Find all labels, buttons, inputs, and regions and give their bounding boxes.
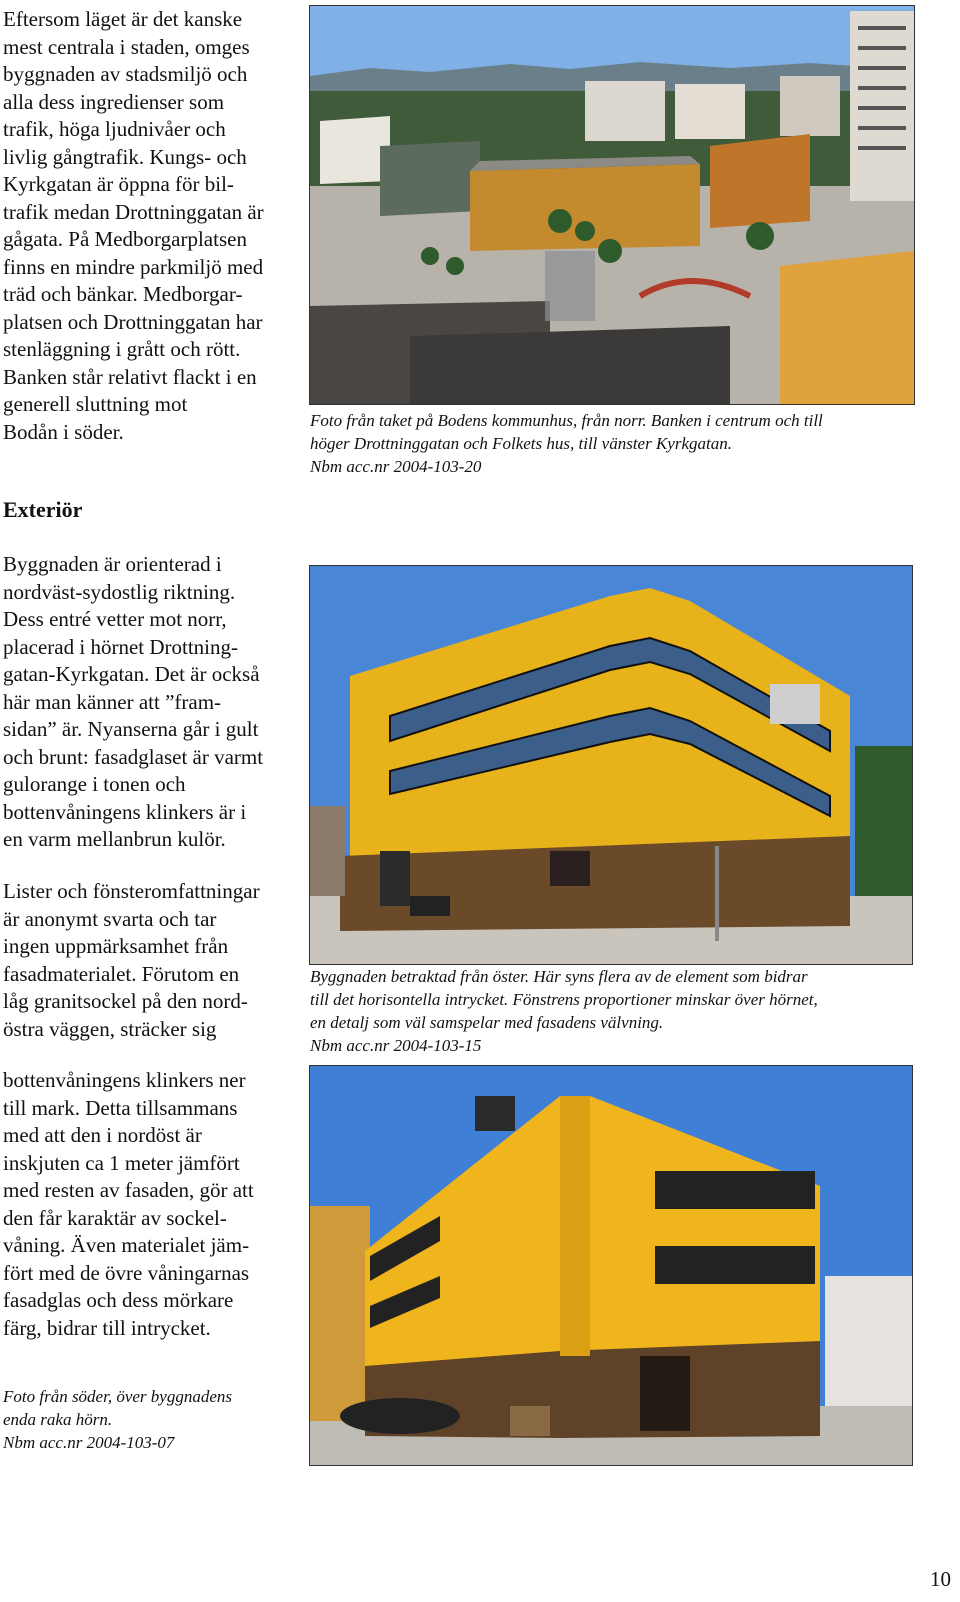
caption-photo-aerial: Foto från taket på Bodens kommunhus, från norr. Banken i centrum och till höger Drottninggatan och Folkets hus, till vänster Kyrkgatan. Nbm acc.nr 2004-103-20 [310, 411, 823, 476]
lists-paragraph-part2: bottenvåningens klinkers ner till mark. Detta tillsammans med att den i nordöst är inskjuten ca 1 meter jämfört med resten av fasaden, gör att den får karaktär av sockel- våning. Även materialet jäm- fört med de övre våningarnas fasadglas och dess mörkare färg, bidrar till intrycket. [3, 1068, 254, 1340]
caption-photo-east: Byggnaden betraktad från öster. Här syns flera av de element som bidrar till det horisontella intrycket. Fönstrens proportioner minskar över hörnet, en detalj som väl samspelar med fasadens välvning. Nbm acc.nr 2004-103-15 [310, 967, 818, 1055]
intro-paragraph: Eftersom läget är det kanske mest centrala i staden, omges byggnaden av stadsmiljö och alla dess ingredienser som trafik, höga ljudnivåer och livlig gångtrafik. Kungs- och Kyrkgatan är öppna för bil- trafik medan Drottninggatan är gågata. På Medborgarplatsen finns en mindre parkmiljö med träd och bänkar. Medborgar- platsen och Drottninggatan har stenläggning i grått och rött. Banken står relativt flackt i en generell sluttning mot Bodån i söder. [3, 7, 264, 444]
page-number: 10 [930, 1567, 951, 1591]
photo-building-east [309, 565, 913, 965]
section-heading-exterior: Exteriör [3, 497, 83, 522]
photo-building-south [309, 1065, 913, 1466]
photo-aerial-town [309, 5, 915, 405]
caption-photo-south: Foto från söder, över byggnadens enda raka hörn. Nbm acc.nr 2004-103-07 [3, 1387, 233, 1452]
orientation-paragraph: Byggnaden är orienterad i nordväst-sydostlig riktning. Dess entré vetter mot norr, placerad i hörnet Drottning- gatan-Kyrkgatan. Det är också här man känner att ”fram- sidan” är. Nyanserna går i gult och brunt: fasadglaset är varmt gulorange i tonen och bottenvåningens klinkers är i en varm mellanbrun kulör. [3, 552, 264, 851]
lists-paragraph-part1: Lister och fönsteromfattningar är anonymt svarta och tar ingen uppmärksamhet från fasadmaterialet. Förutom en låg granitsockel på den nord- östra väggen, sträcker sig [3, 879, 260, 1041]
